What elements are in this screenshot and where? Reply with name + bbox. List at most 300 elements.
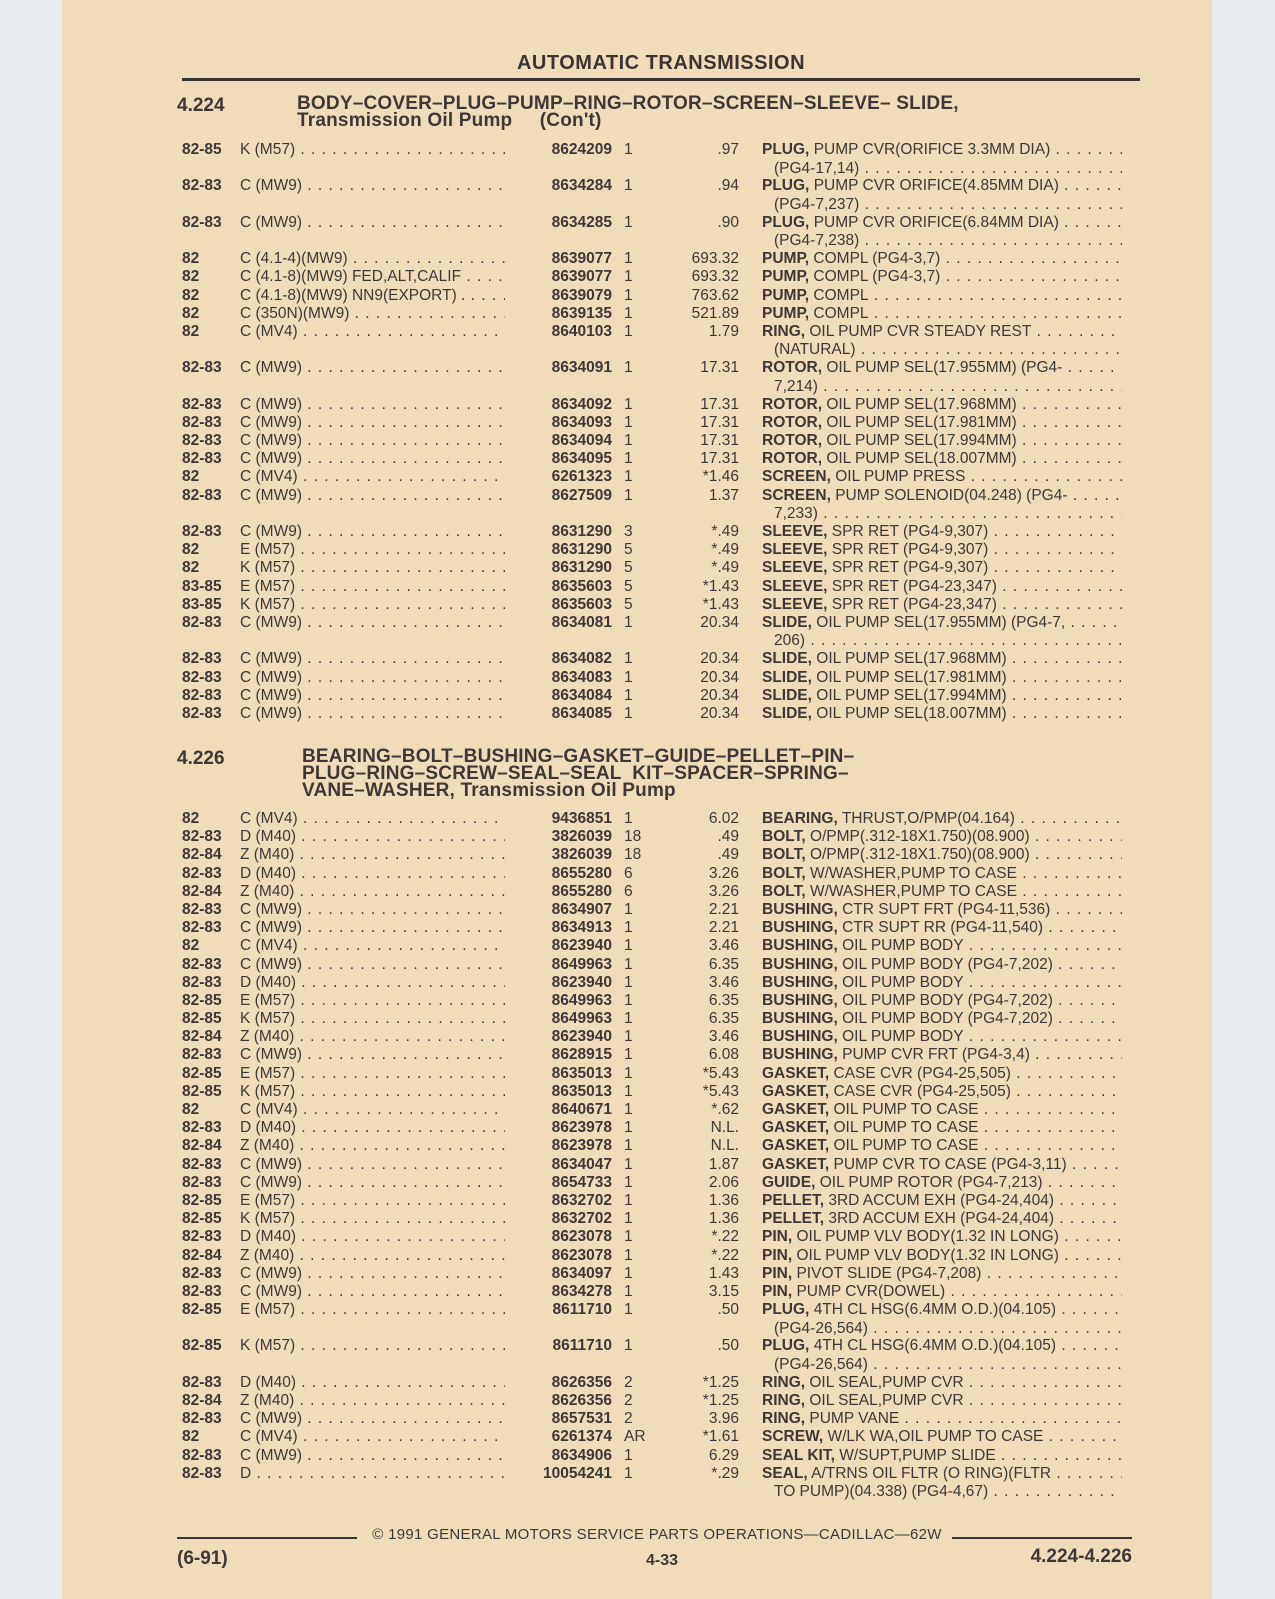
part-description [762, 810, 1122, 829]
part-name: SEAL KIT, [762, 1446, 835, 1464]
year-range: 82-83 [182, 1173, 222, 1191]
description-line [762, 1283, 1122, 1302]
year-range: 82-83 [182, 177, 222, 195]
description-line [762, 1174, 1122, 1193]
description-line [762, 1083, 1122, 1102]
quantity: 1 [624, 1010, 633, 1028]
price: *.49 [711, 541, 739, 559]
quantity: 1 [624, 359, 633, 377]
part-name: RING, [762, 1373, 806, 1391]
part-description [762, 1119, 1122, 1138]
description-line [762, 1228, 1122, 1247]
quantity: 1 [624, 1464, 633, 1482]
application-code: C (MW9) . . . [240, 1156, 505, 1175]
part-number: 8627509 [551, 486, 612, 504]
table-row [62, 396, 1212, 414]
part-number: 8634092 [551, 395, 612, 413]
footer-date: (6-91) [177, 1548, 228, 1569]
part-name: BOLT, [762, 882, 806, 900]
year-range: 82-85 [182, 1191, 222, 1209]
description-line [762, 705, 1122, 724]
footer-rule [177, 1537, 357, 1539]
part-name: BUSHING, [762, 937, 838, 955]
parts-table [62, 141, 1212, 723]
year-range: 82-83 [182, 828, 222, 846]
description-line [762, 883, 1122, 902]
description-line [762, 323, 1122, 342]
part-number: 8634907 [551, 900, 612, 918]
description-line [762, 541, 1122, 560]
price: *.62 [711, 1101, 739, 1118]
part-number: 8649963 [551, 955, 612, 973]
part-description [762, 1137, 1122, 1156]
description-line [762, 578, 1122, 597]
table-row [62, 669, 1212, 687]
quantity: 1 [624, 919, 633, 937]
part-number: 8623940 [551, 973, 612, 991]
application-code: Z (M40) . . . [240, 1247, 505, 1266]
part-number: 8631290 [551, 541, 612, 559]
part-name: BUSHING, [762, 1046, 838, 1064]
description-continuation: 206) . . . [762, 632, 1122, 651]
price: 1.36 [708, 1191, 739, 1209]
part-number: 8655280 [551, 864, 612, 882]
description-line [762, 1392, 1122, 1411]
part-number: 8634083 [551, 668, 612, 686]
part-detail: OIL PUMP CVR STEADY REST [809, 322, 1032, 340]
part-number: 8634284 [551, 177, 612, 195]
part-detail: O/PMP(.312-18X1.750)(08.900) [809, 828, 1030, 846]
table-row [62, 541, 1212, 559]
application-code: C (MW9) . . . [240, 177, 505, 196]
part-detail: OIL PUMP BODY [842, 973, 964, 991]
part-description [762, 468, 1122, 487]
description-line [762, 450, 1122, 469]
table-row [62, 1265, 1212, 1283]
quantity: 18 [624, 828, 642, 846]
table-row [62, 1137, 1212, 1155]
part-name: GASKET, [762, 1082, 830, 1100]
part-name: ROTOR, [762, 395, 822, 413]
part-name: SLIDE, [762, 704, 812, 722]
price: 2.06 [708, 1173, 739, 1191]
year-range: 82 [182, 304, 200, 322]
application-code: D (M40) . . . [240, 865, 505, 884]
part-name: PELLET, [762, 1191, 825, 1209]
part-number: 8626356 [551, 1392, 612, 1410]
part-name: PIN, [762, 1228, 793, 1246]
table-row [62, 614, 1212, 650]
part-description [762, 141, 1122, 178]
part-description [762, 1337, 1122, 1374]
part-name: GASKET, [762, 1101, 830, 1118]
part-description [762, 974, 1122, 993]
table-row [62, 846, 1212, 864]
application-code: C (MW9) . . . [240, 487, 505, 506]
part-number: 8611710 [552, 1337, 612, 1355]
part-number: 8634913 [551, 919, 612, 937]
price: *.29 [711, 1464, 739, 1482]
table-row [62, 1337, 1212, 1373]
part-detail: PUMP CVR FRT (PG4-3,4) [842, 1046, 1030, 1064]
application-code: D . . . [240, 1465, 505, 1484]
part-number: 8635603 [551, 577, 612, 595]
table-row [62, 596, 1212, 614]
quantity: 1 [624, 322, 633, 340]
part-description [762, 177, 1122, 214]
part-description [762, 487, 1122, 524]
description-line [762, 1265, 1122, 1284]
year-range: 82 [182, 937, 200, 955]
price: 6.02 [708, 810, 739, 827]
part-detail: COMPL [813, 286, 869, 304]
price: 1.79 [708, 322, 739, 340]
quantity: 1 [624, 973, 633, 991]
part-detail: CASE CVR (PG4-25,505) [833, 1082, 1011, 1100]
year-range: 82-84 [182, 1028, 222, 1046]
part-name: PIN, [762, 1264, 793, 1282]
description-continuation: (PG4-7,238) . . . [762, 232, 1122, 251]
part-description [762, 523, 1122, 542]
application-code: C (MW9) . . . [240, 523, 505, 542]
table-row [62, 883, 1212, 901]
year-range: 82-84 [182, 882, 222, 900]
price: 17.31 [700, 359, 739, 377]
part-number: 8639079 [551, 286, 612, 304]
part-description [762, 865, 1122, 884]
quantity: 2 [624, 1392, 633, 1410]
description-line [762, 1119, 1122, 1138]
part-description [762, 883, 1122, 902]
price: *.22 [711, 1246, 739, 1264]
part-number: 8640103 [551, 322, 612, 340]
quantity: 1 [624, 468, 633, 486]
part-number: 8632702 [551, 1191, 612, 1209]
part-detail: OIL PUMP SEL(17.968MM) [816, 650, 1007, 668]
application-code: K (M57) . . . [240, 596, 505, 615]
description-line [762, 1010, 1122, 1029]
part-name: BUSHING, [762, 955, 838, 973]
quantity: 1 [624, 1064, 633, 1082]
part-number: 10054241 [543, 1464, 612, 1482]
price: 6.08 [708, 1046, 739, 1064]
table-row [62, 1174, 1212, 1192]
part-name: SLEEVE, [762, 559, 828, 577]
part-detail: OIL PUMP TO CASE [833, 1119, 979, 1137]
description-line [762, 1465, 1122, 1484]
application-code: C (MW9) . . . [240, 669, 505, 688]
table-row [62, 1228, 1212, 1246]
year-range: 82-85 [182, 1210, 222, 1228]
part-description [762, 650, 1122, 669]
part-name: ROTOR, [762, 450, 822, 468]
part-description [762, 596, 1122, 615]
part-detail: OIL PUMP TO CASE [833, 1101, 979, 1118]
part-number: 8631290 [551, 523, 612, 541]
quantity: 1 [624, 810, 633, 827]
table-row [62, 1156, 1212, 1174]
part-description [762, 578, 1122, 597]
part-number: 8640671 [551, 1101, 612, 1118]
application-code: E (M57) . . . [240, 1301, 505, 1320]
application-code: Z (M40) . . . [240, 1028, 505, 1047]
table-row [62, 992, 1212, 1010]
application-code: K (M57) . . . [240, 1337, 505, 1356]
footer-rule [952, 1537, 1132, 1539]
price: 3.46 [708, 937, 739, 955]
year-range: 82-83 [182, 1155, 222, 1173]
catalog-page [62, 0, 1212, 1599]
quantity: 5 [624, 541, 633, 559]
table-row [62, 1210, 1212, 1228]
application-code: C (MW9) . . . [240, 687, 505, 706]
application-code: C (MW9) . . . [240, 650, 505, 669]
quantity: 6 [624, 882, 633, 900]
year-range: 82-85 [182, 1010, 222, 1028]
part-name: PELLET, [762, 1210, 825, 1228]
description-line [762, 468, 1122, 487]
table-row [62, 578, 1212, 596]
part-description [762, 414, 1122, 433]
part-detail: OIL PUMP SEL(17.981MM) [826, 413, 1017, 431]
part-detail: OIL PUMP SEL(17.994MM) [826, 432, 1017, 450]
part-detail: OIL PUMP BODY (PG4-7,202) [842, 955, 1053, 973]
part-description [762, 687, 1122, 706]
year-range: 82-83 [182, 668, 222, 686]
quantity: 1 [624, 955, 633, 973]
application-code: C (MW9) . . . [240, 1265, 505, 1284]
year-range: 82-83 [182, 1119, 222, 1137]
part-detail: OIL SEAL,PUMP CVR [809, 1392, 964, 1410]
price: 20.34 [700, 668, 739, 686]
part-name: BUSHING, [762, 1010, 838, 1028]
description-line [762, 396, 1122, 415]
table-row [62, 705, 1212, 723]
application-code: C (MW9) . . . [240, 1410, 505, 1429]
section-heading [177, 748, 1137, 808]
application-code: E (M57) . . . [240, 1192, 505, 1211]
part-detail: W/SUPT,PUMP SLIDE [839, 1446, 996, 1464]
description-continuation: (NATURAL) . . . [762, 341, 1122, 360]
part-name: PUMP, [762, 250, 810, 268]
part-detail: OIL PUMP SEL(18.007MM) [816, 704, 1007, 722]
year-range: 82 [182, 322, 200, 340]
part-detail: PUMP SOLENOID(04.248) (PG4- [835, 486, 1068, 504]
part-number: 8624209 [551, 141, 612, 158]
year-range: 82-83 [182, 973, 222, 991]
description-line [762, 1156, 1122, 1175]
description-continuation: (PG4-7,237) . . . [762, 196, 1122, 215]
part-name: PLUG, [762, 1337, 810, 1355]
quantity: 1 [624, 1137, 633, 1155]
quantity: 1 [624, 213, 633, 231]
part-name: SLIDE, [762, 668, 812, 686]
part-number: 8628915 [551, 1046, 612, 1064]
price: 20.34 [700, 613, 739, 631]
description-line [762, 432, 1122, 451]
part-description [762, 1447, 1122, 1466]
application-code: K (M57) . . . [240, 559, 505, 578]
table-row [62, 559, 1212, 577]
part-number: 8631290 [551, 559, 612, 577]
quantity: 1 [624, 250, 633, 268]
part-description [762, 1065, 1122, 1084]
part-description [762, 828, 1122, 847]
application-code: K (M57) . . . [240, 141, 505, 160]
part-name: SCREEN, [762, 486, 831, 504]
part-description [762, 305, 1122, 324]
application-code: C (MV4) . . . [240, 937, 505, 956]
description-line [762, 1210, 1122, 1229]
application-code: E (M57) . . . [240, 992, 505, 1011]
table-row [62, 650, 1212, 668]
application-code: C (MW9) . . . [240, 919, 505, 938]
quantity: 1 [624, 1046, 633, 1064]
part-description [762, 1283, 1122, 1302]
part-number: 8657531 [551, 1410, 612, 1428]
part-number: 3826039 [551, 828, 612, 846]
part-name: GUIDE, [762, 1173, 816, 1191]
part-name: SLIDE, [762, 650, 812, 668]
table-row [62, 468, 1212, 486]
year-range: 82-83 [182, 919, 222, 937]
part-number: 8611710 [552, 1301, 612, 1319]
quantity: 1 [624, 450, 633, 468]
description-line [762, 523, 1122, 542]
part-description [762, 1192, 1122, 1211]
part-detail: THRUST,O/PMP(04.164) [841, 810, 1015, 827]
part-detail: OIL PUMP BODY (PG4-7,202) [842, 1010, 1053, 1028]
description-line [762, 1137, 1122, 1156]
price: 3.46 [708, 973, 739, 991]
price: 1.87 [708, 1155, 739, 1173]
year-range: 82-83 [182, 450, 222, 468]
description-line [762, 250, 1122, 269]
part-name: BUSHING, [762, 973, 838, 991]
quantity: 6 [624, 864, 633, 882]
year-range: 82-83 [182, 900, 222, 918]
application-code: C (MW9) . . . [240, 359, 505, 378]
year-range: 82 [182, 810, 200, 827]
part-name: SLEEVE, [762, 595, 828, 613]
price: 17.31 [700, 450, 739, 468]
description-line [762, 487, 1122, 506]
part-description [762, 1028, 1122, 1047]
part-description [762, 1428, 1122, 1447]
part-name: SCREW, [762, 1428, 824, 1446]
table-row [62, 1192, 1212, 1210]
part-name: RING, [762, 1410, 806, 1428]
description-continuation: (PG4-17,14) . . . [762, 160, 1122, 179]
part-name: BOLT, [762, 828, 806, 846]
description-line [762, 650, 1122, 669]
application-code: K (M57) . . . [240, 1010, 505, 1029]
year-range: 82-85 [182, 991, 222, 1009]
description-line [762, 919, 1122, 938]
table-row [62, 487, 1212, 523]
part-number: 8623978 [551, 1137, 612, 1155]
application-code: D (M40) . . . [240, 974, 505, 993]
year-range: 82-85 [182, 1064, 222, 1082]
description-line [762, 956, 1122, 975]
part-description [762, 919, 1122, 938]
table-row [62, 974, 1212, 992]
description-line [762, 687, 1122, 706]
part-detail: OIL PUMP ROTOR (PG4-7,213) [819, 1173, 1043, 1191]
table-row [62, 1046, 1212, 1064]
part-detail: COMPL (PG4-3,7) [813, 250, 941, 268]
price: 693.32 [691, 268, 739, 286]
year-range: 82 [182, 468, 200, 486]
part-number: 8634047 [551, 1155, 612, 1173]
application-code: C (MW9) . . . [240, 432, 505, 451]
price: *1.61 [702, 1428, 739, 1446]
application-code: C (MV4) . . . [240, 1428, 505, 1447]
part-name: PIN, [762, 1282, 793, 1300]
year-range: 82-83 [182, 1228, 222, 1246]
part-name: PUMP, [762, 286, 810, 304]
part-name: PUMP, [762, 268, 810, 286]
quantity: 18 [624, 846, 642, 864]
table-row [62, 956, 1212, 974]
part-number: 8639135 [551, 304, 612, 322]
application-code: C (MW9) . . . [240, 396, 505, 415]
part-detail: SPR RET (PG4-9,307) [831, 559, 989, 577]
part-name: BOLT, [762, 846, 806, 864]
application-code: K (M57) . . . [240, 1210, 505, 1229]
part-description [762, 541, 1122, 560]
part-description [762, 1210, 1122, 1229]
part-detail: SPR RET (PG4-9,307) [831, 541, 989, 559]
application-code: C (MW9) . . . [240, 414, 505, 433]
year-range: 82-83 [182, 432, 222, 450]
quantity: 1 [624, 650, 633, 668]
price: .50 [717, 1301, 739, 1319]
section-title-line: VANE–WASHER, Transmission Oil Pump [302, 780, 676, 801]
description-line [762, 1301, 1122, 1320]
price: 20.34 [700, 704, 739, 722]
quantity: 1 [624, 937, 633, 955]
part-detail: PUMP CVR(ORIFICE 3.3MM DIA) [813, 141, 1051, 158]
table-row [62, 1283, 1212, 1301]
year-range: 82-83 [182, 686, 222, 704]
quantity: 1 [624, 1191, 633, 1209]
description-line [762, 1337, 1122, 1356]
part-description [762, 1174, 1122, 1193]
application-code: Z (M40) . . . [240, 1392, 505, 1411]
table-row [62, 141, 1212, 177]
part-description [762, 1156, 1122, 1175]
part-name: BUSHING, [762, 919, 838, 937]
quantity: 1 [624, 1082, 633, 1100]
section-title-line: Transmission Oil Pump (Con't) [297, 110, 602, 131]
price: .50 [717, 1337, 739, 1355]
part-number: 8634091 [551, 359, 612, 377]
description-continuation: 7,233) . . . [762, 505, 1122, 524]
part-name: ROTOR, [762, 432, 822, 450]
application-code: E (M57) . . . [240, 1065, 505, 1084]
part-number: 8634285 [551, 213, 612, 231]
section-title-line: BODY–COVER–PLUG–PUMP–RING–ROTOR–SCREEN–SLEEVE– SLIDE, [297, 93, 959, 114]
footer-copyright: © 1991 GENERAL MOTORS SERVICE PARTS OPERATIONS—CADILLAC—62W [372, 1526, 942, 1543]
year-range: 82-83 [182, 486, 222, 504]
part-description [762, 287, 1122, 306]
quantity: 3 [624, 523, 633, 541]
part-detail: OIL PUMP SEL(17.981MM) [816, 668, 1007, 686]
year-range: 82-83 [182, 359, 222, 377]
part-number: 8654733 [551, 1173, 612, 1191]
table-row [62, 1374, 1212, 1392]
